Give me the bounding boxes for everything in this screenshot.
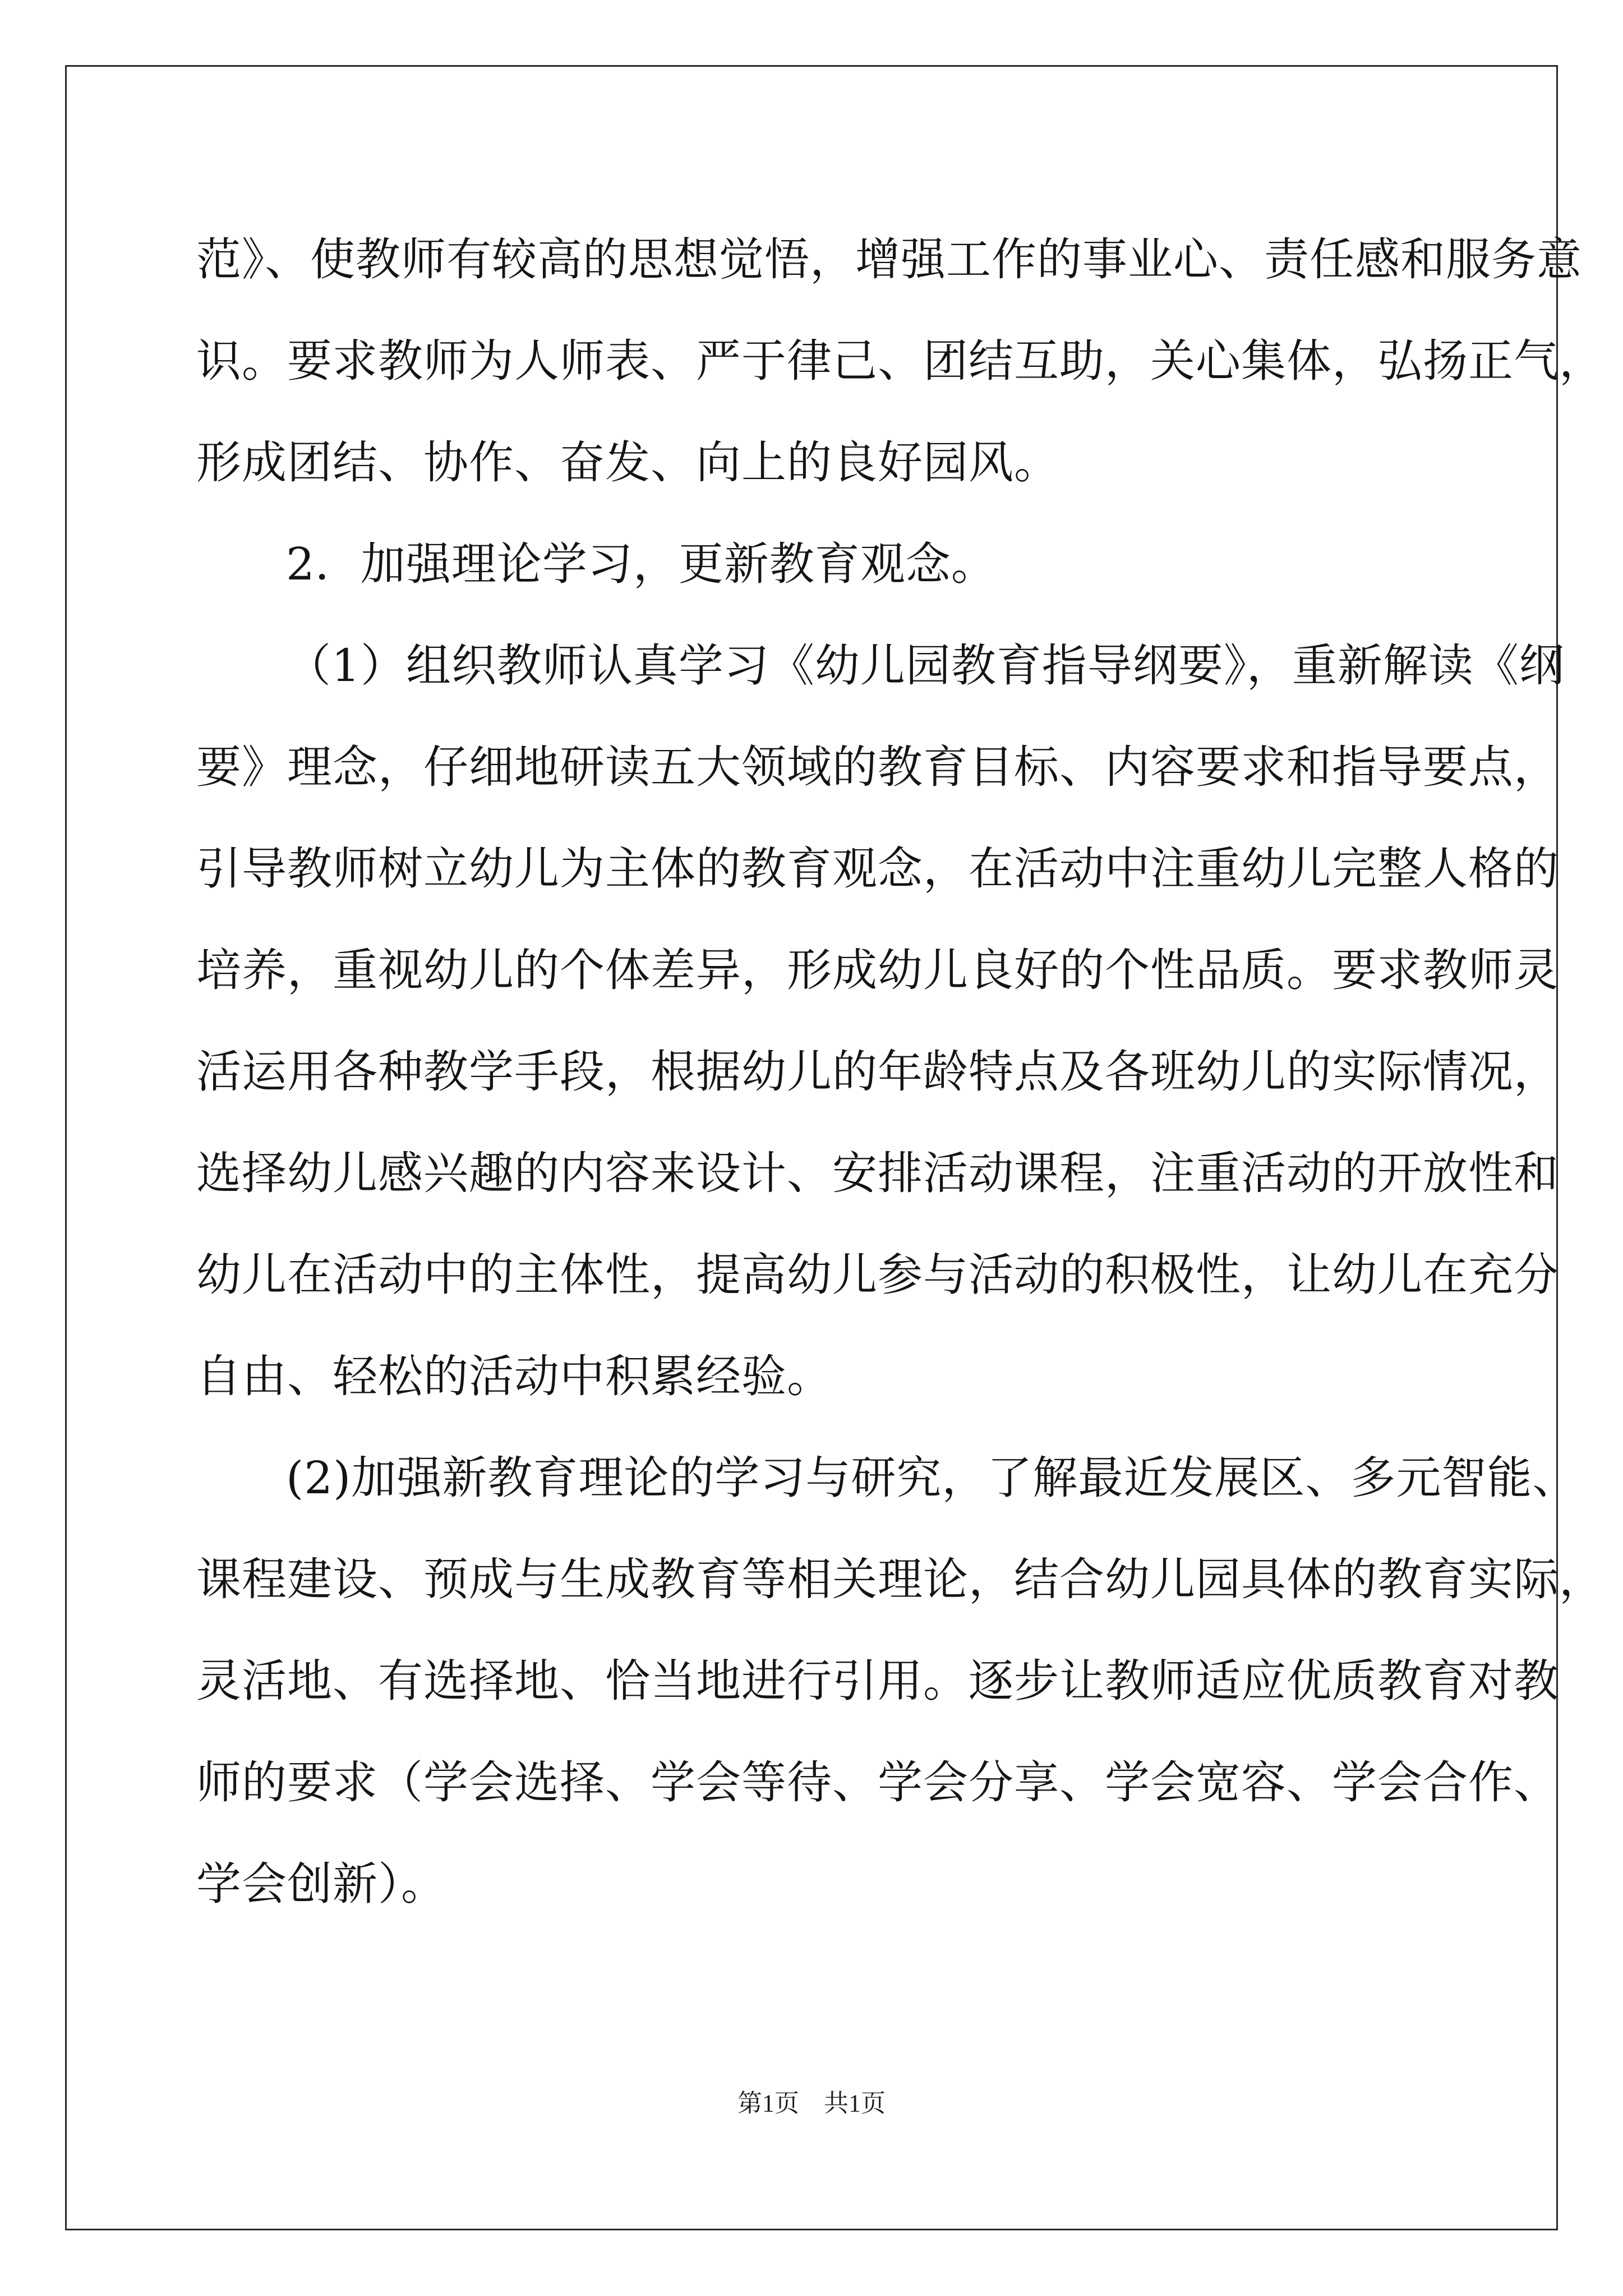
text-line: 识。要求教师为人师表、严于律己、团结互助，关心集体，弘扬正气， (196, 335, 1604, 387)
page-total: 共1页 (824, 2090, 886, 2117)
document-body (196, 209, 1604, 1935)
page-number: 第1页 (737, 2090, 799, 2117)
text-line: 幼儿在活动中的主体性，提高幼儿参与活动的积极性，让幼儿在充分 (196, 1249, 1559, 1301)
text-line: 引导教师树立幼儿为主体的教育观念，在活动中注重幼儿完整人格的 (196, 843, 1559, 895)
section-heading: 2．加强理论学习，更新教育观念。 (286, 538, 997, 590)
text-line: 自由、轻松的活动中积累经验。 (196, 1350, 832, 1402)
text-line: 师的要求（学会选择、学会等待、学会分享、学会宽容、学会合作、 (196, 1756, 1559, 1809)
text-line: （1）组织教师认真学习《幼儿园教育指导纲要》，重新解读《纲 (286, 639, 1565, 692)
text-line: 选择幼儿感兴趣的内容来设计、安排活动课程，注重活动的开放性和 (196, 1147, 1559, 1199)
text-line: 形成团结、协作、奋发、向上的良好园风。 (196, 436, 1059, 489)
text-line: 活运用各种教学手段，根据幼儿的年龄特点及各班幼儿的实际情况， (196, 1046, 1559, 1098)
text-line: (2)加强新教育理论的学习与研究，了解最近发展区、多元智能、 (286, 1452, 1578, 1504)
text-line: 要》理念，仔细地研读五大领域的教育目标、内容要求和指导要点， (196, 741, 1559, 793)
text-line: 范》、使教师有较高的思想觉悟，增强工作的事业心、责任感和服务意 (196, 233, 1582, 286)
text-line: 学会创新）。 (196, 1858, 446, 1910)
text-line: 灵活地、有选择地、恰当地进行引用。逐步让教师适应优质教育对教 (196, 1655, 1559, 1707)
page-footer (0, 2087, 1623, 2120)
text-line: 培养，重视幼儿的个体差异，形成幼儿良好的个性品质。要求教师灵 (196, 944, 1559, 996)
text-line: 课程建设、预成与生成教育等相关理论，结合幼儿园具体的教育实际， (196, 1553, 1604, 1605)
